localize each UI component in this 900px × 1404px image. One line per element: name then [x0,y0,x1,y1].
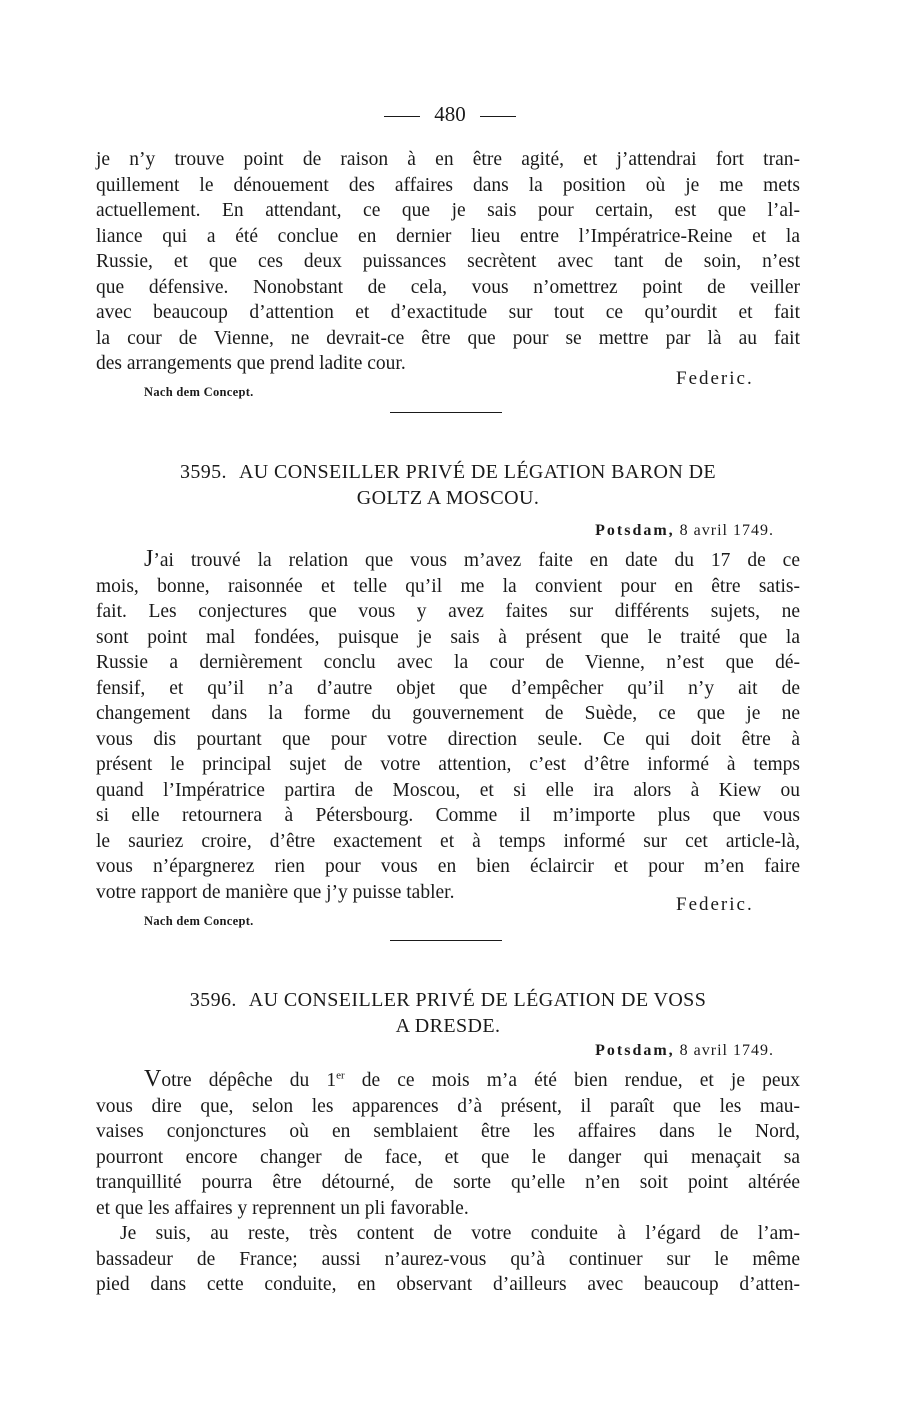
signature: Federic. [676,894,754,915]
text-line: quillement le dénouement des affaires dans la position où je me mets [96,174,800,196]
first-line-text-a: otre dépêche du 1 [161,1070,337,1091]
right-dash [480,116,516,117]
dateline-place: Potsdam, [595,1042,675,1059]
heading-line-1 [96,987,800,1013]
text-line: vous dire que, selon les apparences d’à présent, il paraît que les mau- [96,1095,800,1117]
letter-body [96,1067,800,1298]
text-line: vous n’épargnerez rien pour vous en bien éclaircir et pour m’en faire [96,856,800,877]
superscript: er [336,1069,345,1082]
page-number-value: 480 [434,102,466,126]
text-line: Russie, et que ces deux puissances secrètent avec tant de soin, n’est [96,251,800,272]
text-line: vaises conjonctures où en semblaient être les affaires dans le Nord, [96,1121,800,1142]
text-line: Je suis, au reste, très content de votre conduite à l’égard de l’am- [120,1223,800,1244]
text-line: pied dans cette conduite, en observant d’ailleurs avec beaucoup d’atten- [96,1274,800,1295]
dateline-date: 8 avril 1749. [679,522,774,539]
text-line: fensif, et qu’il n’a d’autre objet que d’empêcher qu’il n’y ait de [96,677,800,699]
text-line: bassadeur de France; aussi n’aurez-vous qu’à continuer sur le même [96,1248,800,1270]
letter-heading [96,459,800,511]
section-divider [390,940,502,941]
text-line: avec beaucoup d’attention et d’exactitude sur tout ce qu’ourdit et fait [96,302,800,323]
dateline-place: Potsdam, [595,522,675,539]
dateline [595,522,774,540]
letter-number: 3596. [189,989,237,1011]
text-line: je n’y trouve point de raison à en être agité, et j’attendrai fort tran- [96,149,800,170]
text-line: présent le principal sujet de votre attention, c’est d’être informé à temps [96,754,800,775]
heading-text-1: AU CONSEILLER PRIVÉ DE LÉGATION DE VOSS [248,989,707,1011]
text-line: mois, bonne, raisonnée et telle qu’il me la convient pour en être satis- [96,575,800,597]
left-dash [384,116,420,117]
heading-text-1: AU CONSEILLER PRIVÉ DE LÉGATION BARON DE [238,461,717,483]
text-line: sont point mal fondées, puisque je sais à présent que le traité que la [96,626,800,648]
letter-paragraph [96,1067,800,1221]
text-line: et que les affaires y reprennent un pli favorable. [96,1197,469,1219]
text-line: si elle retournera à Pétersbourg. Comme il m’importe plus que vous [96,805,800,826]
text-line: Russie a dernièrement conclu avec la cour de Vienne, n’est que dé- [96,652,800,673]
text-line: tranquillité pourra être détourné, de sorte qu’elle n’en soit point altérée [96,1172,800,1193]
text-line: pourront encore changer de face, et que le danger qui menaçait sa [96,1146,800,1168]
drop-cap: V [144,1066,162,1092]
dateline-date: 8 avril 1749. [679,1042,774,1059]
continuation-paragraph [96,147,800,377]
letter-paragraph [96,547,800,905]
continuation-text [96,147,800,377]
text-line: le sauriez croire, d’être exactement et à temps informé sur cet article-là, [96,830,800,852]
dateline [595,1042,774,1060]
source-note: Nach dem Concept. [144,914,254,928]
letter-paragraph [96,1221,800,1298]
source-note: Nach dem Concept. [144,385,254,399]
text-line: que défensive. Nonobstant de cela, vous n’omettrez point de veiller [96,276,800,298]
text-line: votre rapport de manière que j’y puisse tabler. [96,881,455,903]
text-line: vous dis pourtant que pour votre direction seule. Ce qui doit être à [96,728,800,750]
signature: Federic. [676,368,754,389]
text-line: la cour de Vienne, ne devrait-ce être que pour se mettre par là au fait [96,327,800,349]
letter-body [96,547,800,905]
text-line: actuellement. En attendant, ce que je sais pour certain, est que l’al- [96,200,800,221]
first-line-text: ’ai trouvé la relation que vous m’avez faite en date du 17 de ce [153,550,800,571]
text-line: des arrangements que prend ladite cour. [96,353,406,374]
text-line [96,1067,800,1094]
section-divider [390,412,502,413]
heading-line-2: GOLTZ A MOSCOU. [356,487,540,509]
text-line: liance qui a été conclue en dernier lieu entre l’Impératrice-Reine et la [96,225,800,247]
first-line-text-b: de ce mois m’a été bien rendue, et je peux [344,1070,800,1091]
heading-line-1 [96,459,800,485]
text-line: changement dans la forme du gouvernement de Suède, ce que je ne [96,703,800,724]
heading-line-2: A DRESDE. [395,1015,501,1037]
page-number [0,100,900,128]
letter-heading [96,987,800,1039]
letter-number: 3595. [179,461,227,483]
text-line: fait. Les conjectures que vous y avez faites sur différents sujets, ne [96,601,800,622]
drop-cap: J [144,546,154,572]
text-line: quand l’Impératrice partira de Moscou, et si elle ira alors à Kiew ou [96,779,800,801]
text-line [96,547,800,574]
